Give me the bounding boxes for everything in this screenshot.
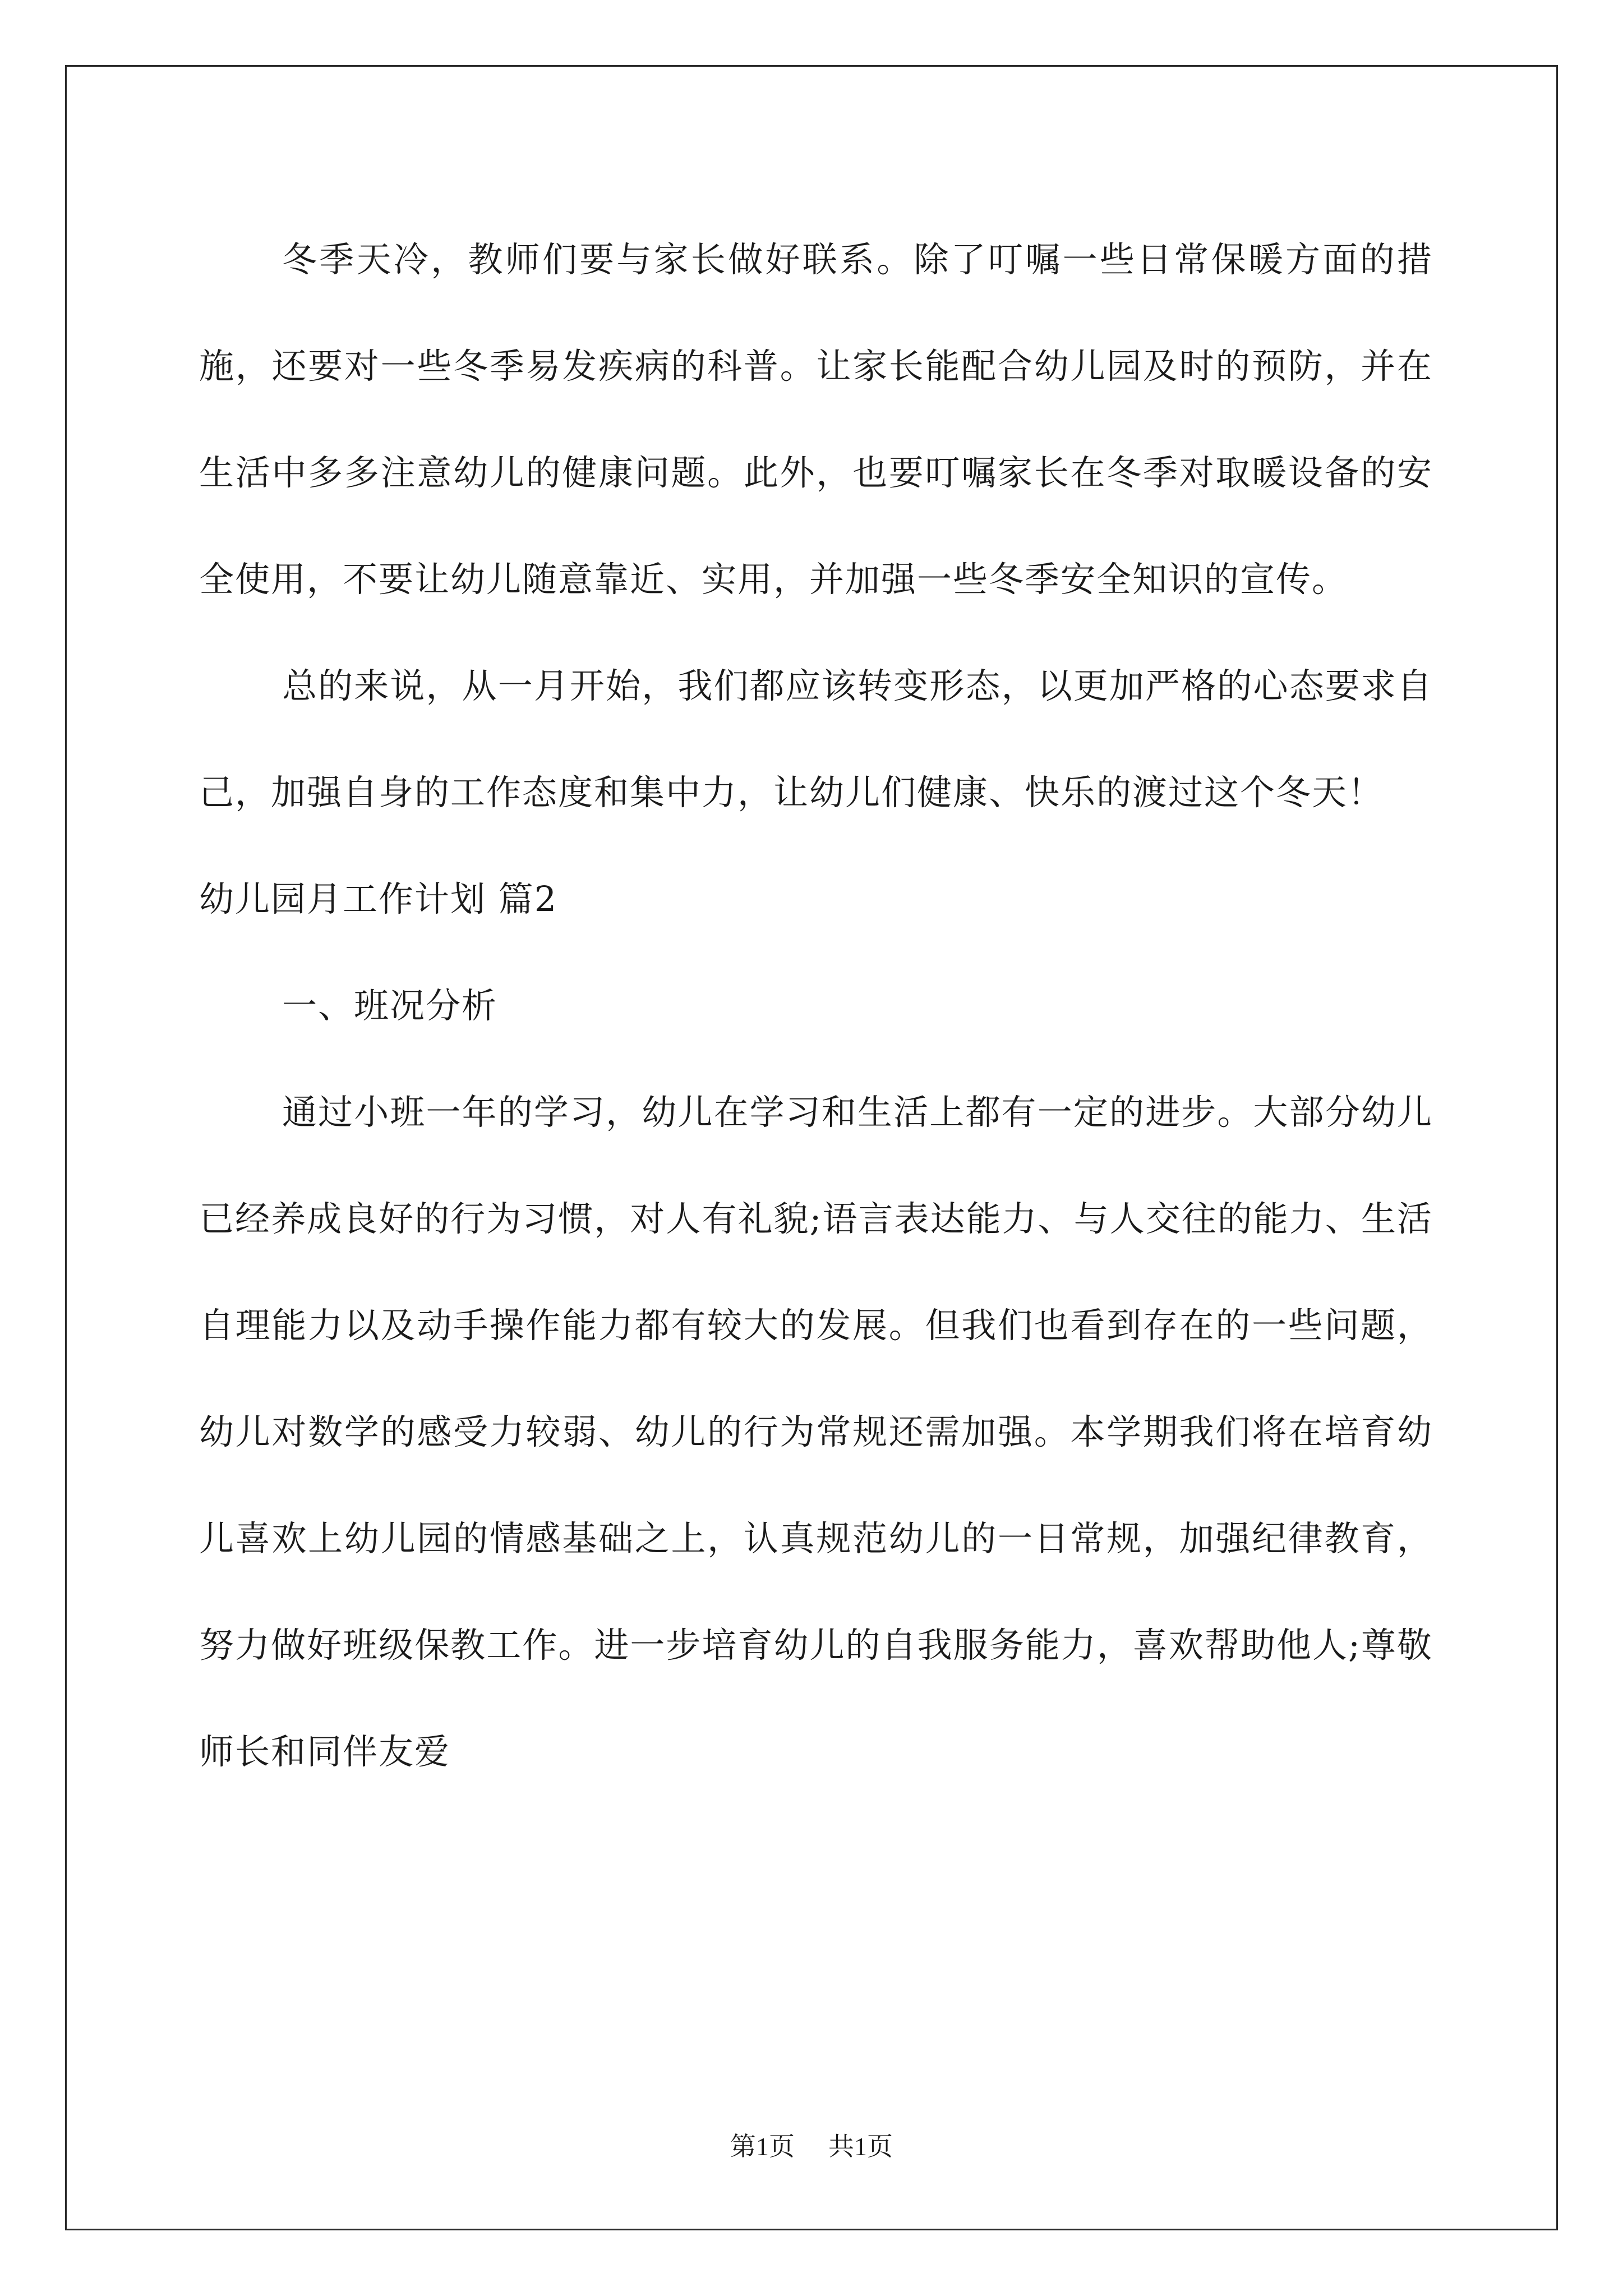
subsection-title: 一、班况分析 [282, 985, 498, 1026]
page-total: 共1页 [828, 2132, 893, 2161]
page-number: 第1页 [730, 2132, 795, 2161]
document-body [199, 206, 1433, 1805]
paragraph-winter-contact: 冬季天冷，教师们要与家长做好联系。除了叮嘱一些日常保暖方面的措施，还要对一些冬季易发疾病的科普。让家长能配合幼儿园及时的预防，并在生活中多多注意幼儿的健康问题。此外，也要叮嘱家长在冬季对取暖设备的安全使用，不要让幼儿随意靠近、实用，并加强一些冬季安全知识的宣传。 [199, 239, 1433, 600]
paragraph-summary: 总的来说，从一月开始，我们都应该转变形态，以更加严格的心态要求自己，加强自身的工作态度和集中力，让幼儿们健康、快乐的渡过这个冬天！ [199, 665, 1433, 813]
page-footer [0, 2126, 1623, 2163]
section-title: 幼儿园月工作计划 篇2 [199, 878, 558, 919]
paragraph-class-analysis: 通过小班一年的学习，幼儿在学习和生活上都有一定的进步。大部分幼儿已经养成良好的行为习惯，对人有礼貌;语言表达能力、与人交往的能力、生活自理能力以及动手操作能力都有较大的发展。但我们也看到存在的一些问题，幼儿对数学的感受力较弱、幼儿的行为常规还需加强。本学期我们将在培育幼儿喜欢上幼儿园的情感基础之上，认真规范幼儿的一日常规，加强纪律教育，努力做好班级保教工作。进一步培育幼儿的自我服务能力，喜欢帮助他人;尊敬师长和同伴友爱 [199, 1092, 1433, 1772]
